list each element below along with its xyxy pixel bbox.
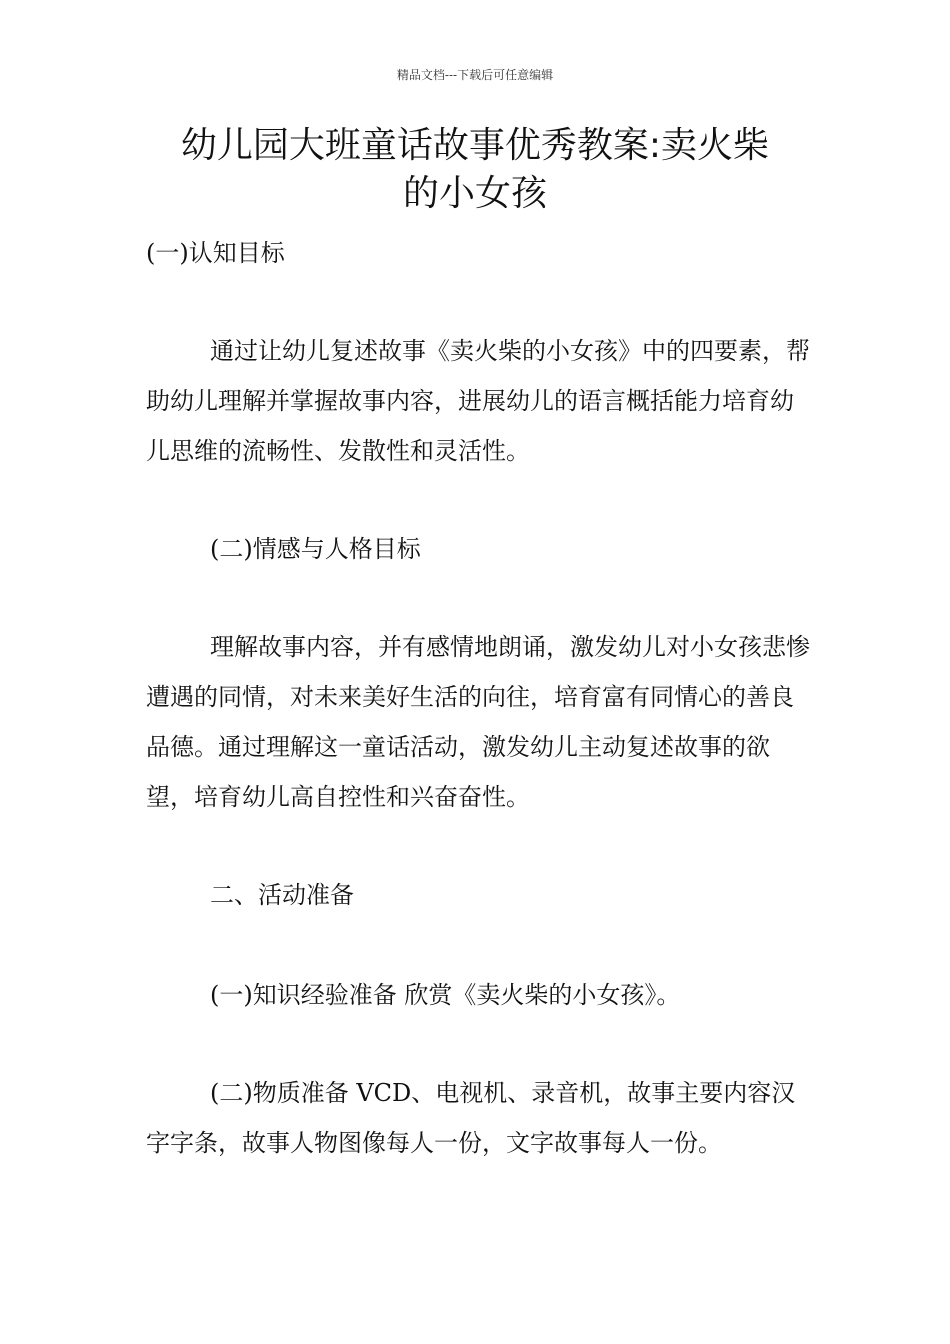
page-title [120,122,830,218]
title-line-1: 幼儿园大班童话故事优秀教案:卖火柴 [180,125,770,166]
paragraph-material-prep: (二)物质准备 VCD、电视机、录音机，故事主要内容汉字字条，故事人物图像每人一份，文字故事每人一份。 [146,1079,796,1157]
section-heading-cognitive: (一)认知目标 [146,239,285,267]
paragraph-knowledge-prep: (一)知识经验准备 欣赏《卖火柴的小女孩》。 [210,981,681,1009]
section-heading-emotion: (二)情感与人格目标 [210,535,421,563]
paragraph-emotion: 理解故事内容，并有感情地朗诵，激发幼儿对小女孩悲惨遭遇的同情，对未来美好生活的向往，培育富有同情心的善良品德。通过理解这一童话活动，激发幼儿主动复述故事的欲望，培育幼儿高自控性和兴奋奋性。 [146,633,810,811]
section-heading-preparation: 二、活动准备 [210,881,354,909]
header-note: 精品文档---下载后可任意编辑 [396,68,554,82]
title-line-2: 的小女孩 [402,173,547,214]
paragraph-cognitive: 通过让幼儿复述故事《卖火柴的小女孩》中的四要素，帮助幼儿理解并掌握故事内容，进展幼儿的语言概括能力培育幼儿思维的流畅性、发散性和灵活性。 [146,337,810,465]
